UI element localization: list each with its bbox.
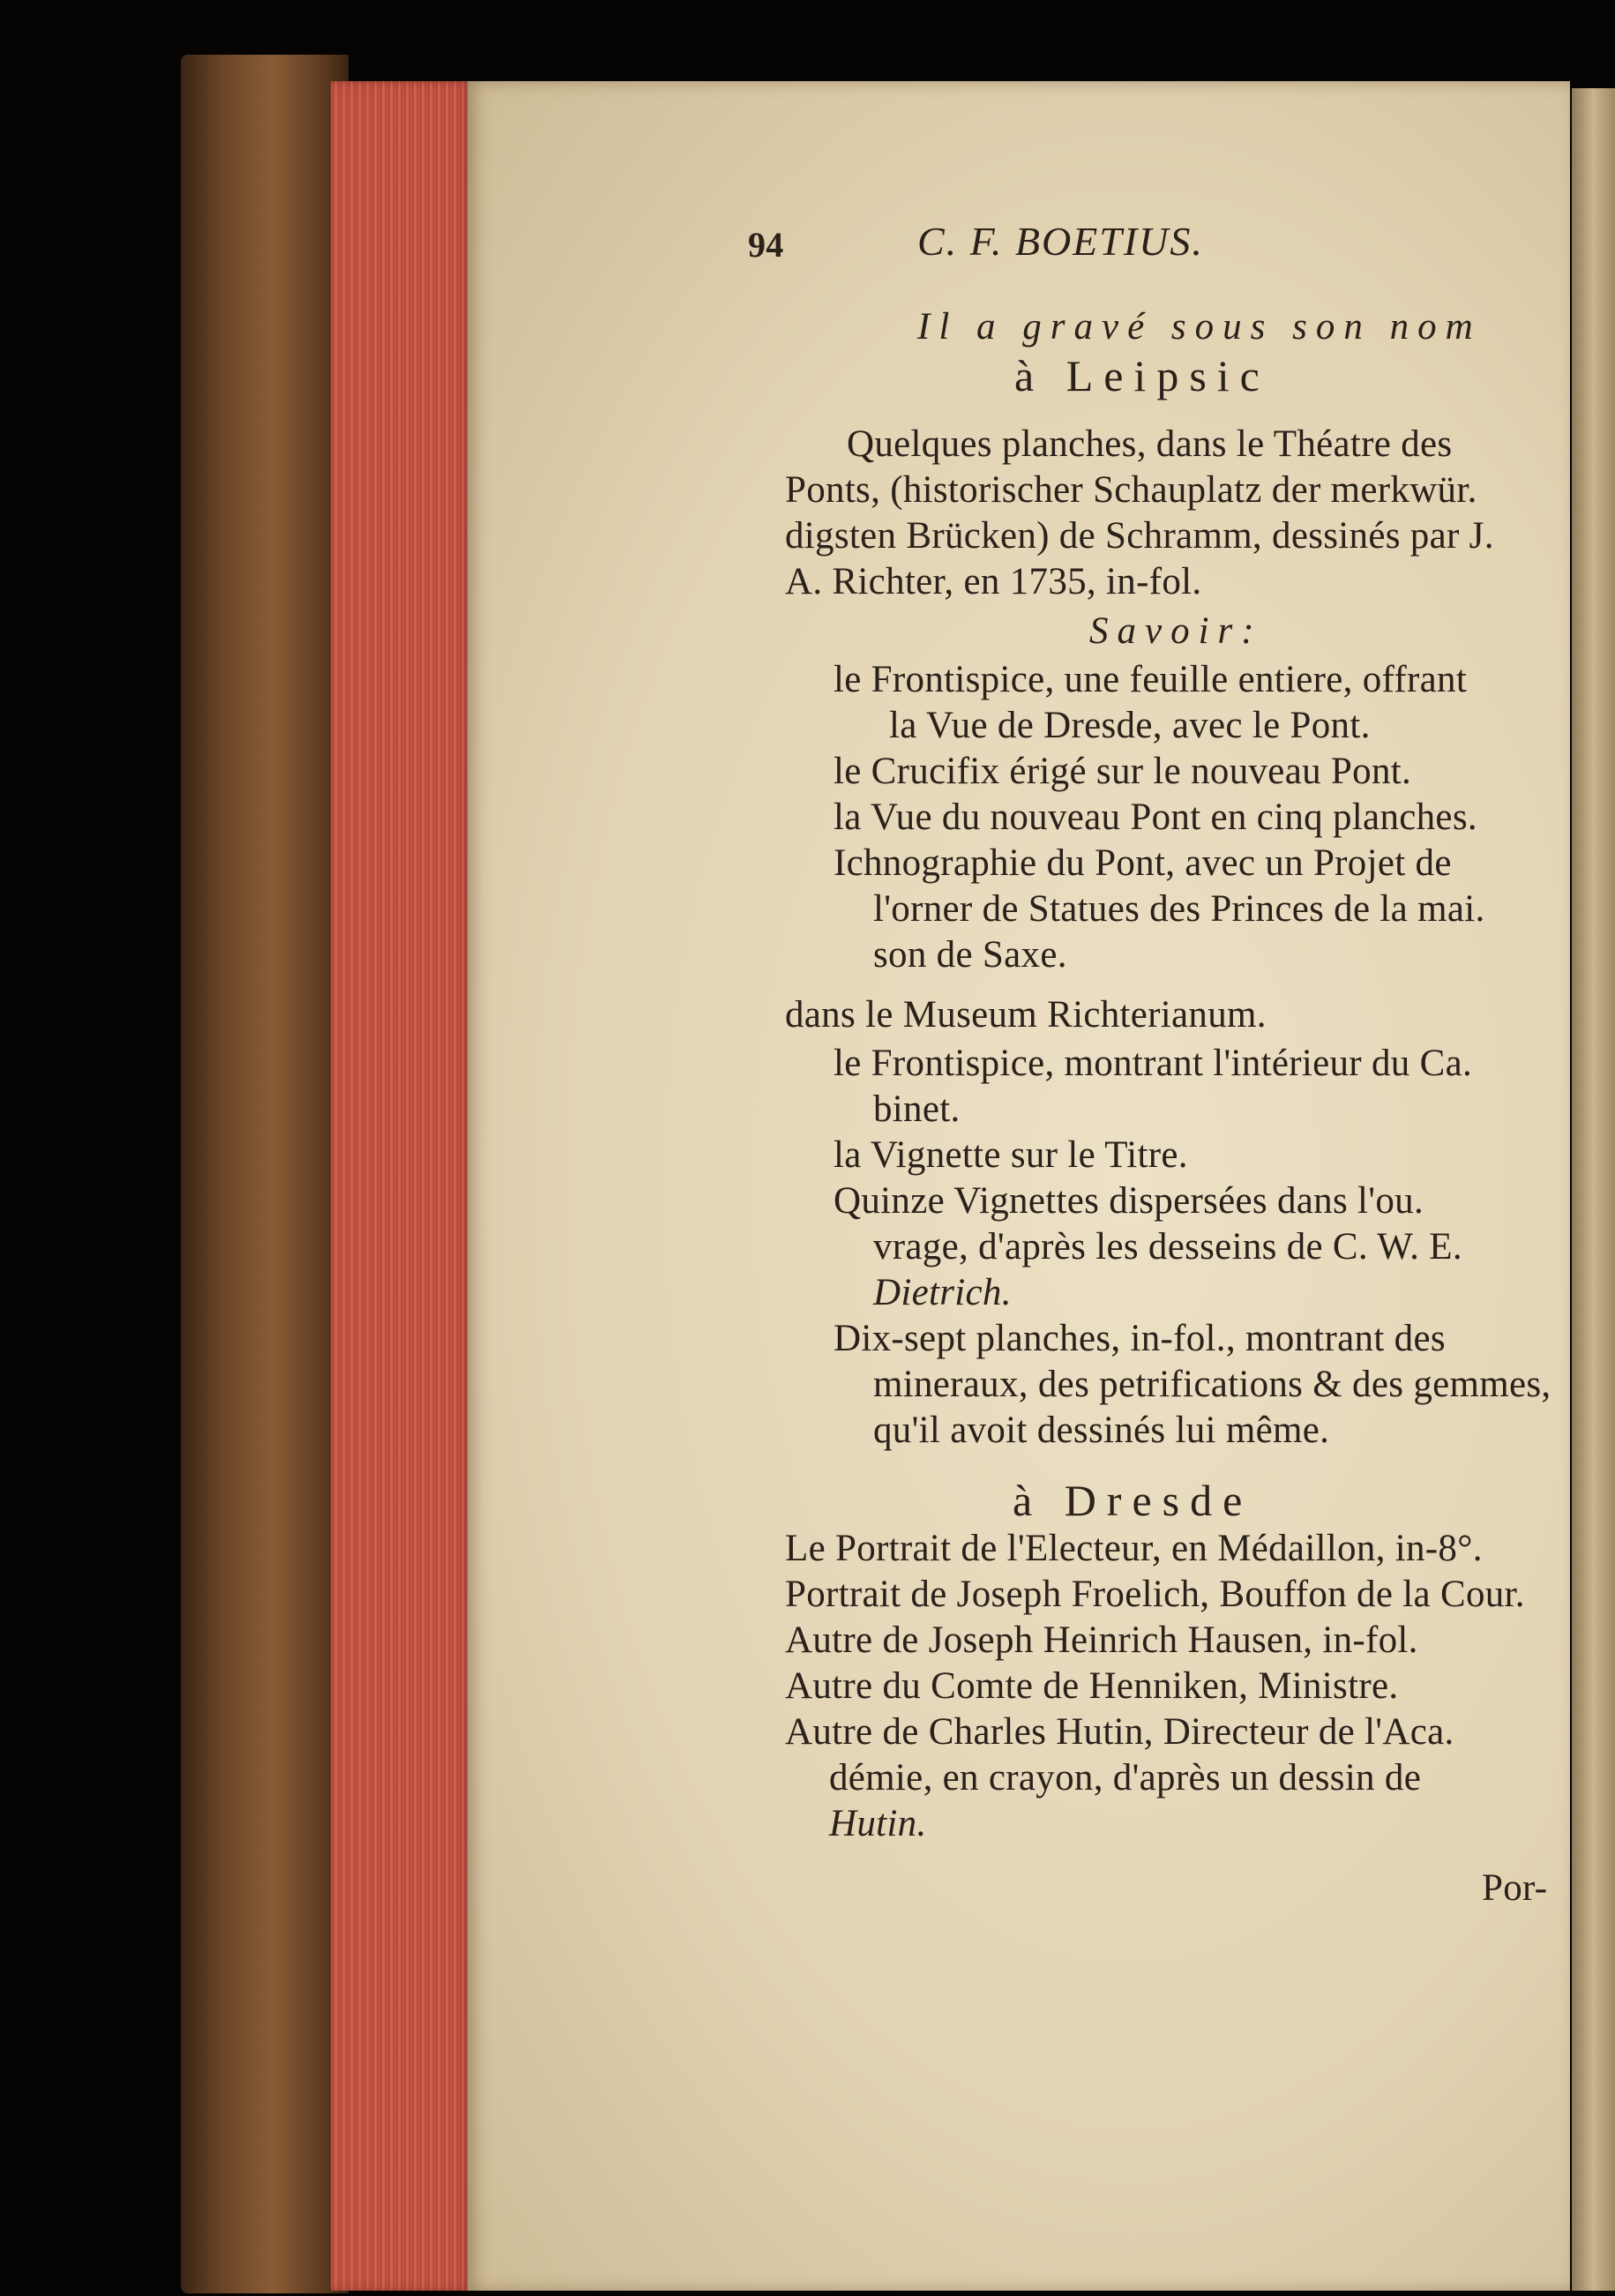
para-line: digsten Brücken) de Schramm, dessinés par J. xyxy=(785,515,1494,557)
list-item: la Vue de Dresde, avec le Pont. xyxy=(889,705,1371,746)
heading-dresde: à Dresde xyxy=(1013,1476,1253,1525)
list-item: son de Saxe. xyxy=(873,934,1067,976)
catchword: Por- xyxy=(1482,1867,1548,1909)
list-item: Dietrich. xyxy=(873,1272,1012,1313)
facing-page-edge xyxy=(1572,88,1615,2291)
list-item: Quinze Vignettes dispersées dans l'ou. xyxy=(834,1180,1424,1222)
list-item: qu'il avoit dessinés lui même. xyxy=(873,1410,1330,1451)
dresde-line: Hutin. xyxy=(829,1803,927,1844)
dresde-line: Autre de Charles Hutin, Directeur de l'Aca. xyxy=(785,1711,1454,1753)
list-item: Ichnographie du Pont, avec un Projet de xyxy=(834,842,1452,884)
list-item: la Vue du nouveau Pont en cinq planches. xyxy=(834,796,1477,838)
list-item: l'orner de Statues des Princes de la mai. xyxy=(873,888,1485,930)
dresde-line: Le Portrait de l'Electeur, en Médaillon, in-8°. xyxy=(785,1528,1483,1569)
list-item: la Vignette sur le Titre. xyxy=(834,1134,1188,1176)
dresde-line: démie, en crayon, d'après un dessin de xyxy=(829,1757,1422,1799)
para-line: Quelques planches, dans le Théatre des xyxy=(847,423,1453,465)
list-item: le Frontispice, montrant l'intérieur du Ca. xyxy=(834,1043,1473,1084)
dresde-line: Portrait de Joseph Froelich, Bouffon de la Cour. xyxy=(785,1574,1525,1615)
book-binding xyxy=(181,55,348,2293)
savoir-label: Savoir: xyxy=(1089,610,1263,652)
list-item: Dix-sept planches, in-fol., montrant des xyxy=(834,1318,1446,1359)
running-title: C. F. BOETIUS. xyxy=(917,219,1204,264)
museum-intro: dans le Museum Richterianum. xyxy=(785,994,1267,1036)
section-intro: Il a gravé sous son nom xyxy=(917,306,1482,348)
red-page-edges xyxy=(331,81,472,2291)
dresde-line: Autre de Joseph Heinrich Hausen, in-fol. xyxy=(785,1619,1418,1661)
heading-leipsic: à Leipsic xyxy=(1014,351,1270,400)
list-item: le Crucifix érigé sur le nouveau Pont. xyxy=(834,751,1412,792)
para-line: Ponts, (historischer Schauplatz der merkwür. xyxy=(785,469,1477,511)
page-number: 94 xyxy=(748,225,784,265)
dresde-line: Autre du Comte de Henniken, Ministre. xyxy=(785,1665,1399,1707)
list-item: le Frontispice, une feuille entiere, offrant xyxy=(834,659,1468,700)
para-line: A. Richter, en 1735, in-fol. xyxy=(785,561,1202,602)
list-item: binet. xyxy=(873,1088,961,1130)
list-item: mineraux, des petrifications & des gemmes, xyxy=(873,1364,1551,1405)
list-item: vrage, d'après les desseins de C. W. E. xyxy=(873,1226,1462,1268)
